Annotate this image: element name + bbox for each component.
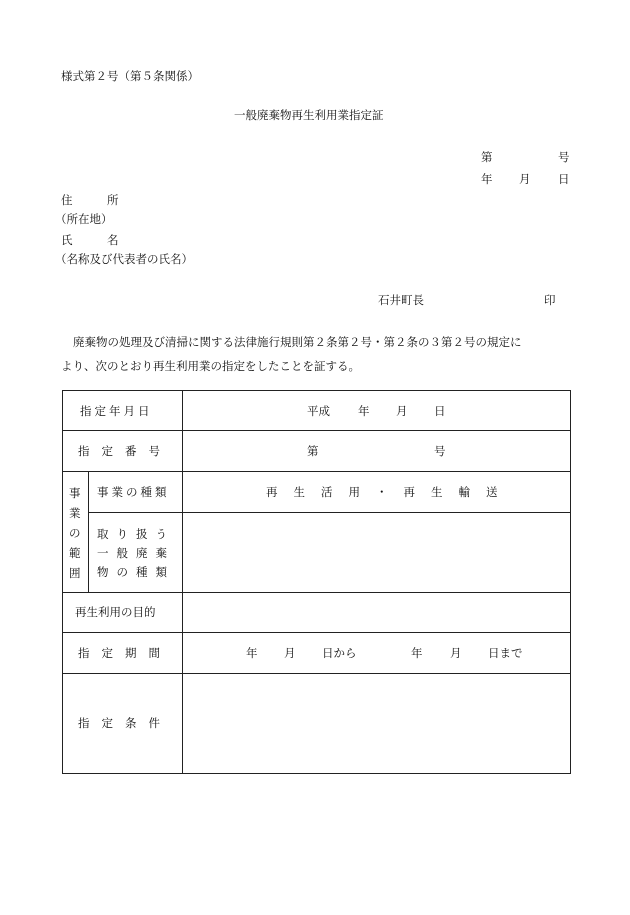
period-to-day: 日まで [488, 646, 523, 660]
designation-date-year: 年 [358, 404, 370, 418]
purpose-label: 再生利用の目的 [75, 605, 156, 619]
scope-label-char-3: の [69, 526, 81, 540]
table-border-top [62, 390, 571, 391]
designation-number-prefix: 第 [307, 444, 319, 458]
period-label: 指定期間 [78, 646, 172, 660]
row-line-1 [62, 430, 571, 431]
certification-line-2: より、次のとおり再生利用業の指定をしたことを証する。 [61, 359, 360, 373]
period-from-day: 日から [322, 646, 357, 660]
row-line-2 [62, 471, 571, 472]
table-border-right [570, 390, 571, 774]
business-type-value: 再生活用・再生輸送 [266, 485, 514, 499]
row-line-5 [62, 632, 571, 633]
designation-number-label: 指定番号 [78, 444, 172, 458]
seal-mark: 印 [544, 293, 556, 307]
designation-date-month: 月 [396, 404, 408, 418]
waste-type-label-line-1: 取り扱う [97, 527, 175, 541]
designation-number-suffix: 号 [434, 444, 446, 458]
certification-text [61, 330, 575, 378]
period-from-month: 月 [284, 646, 296, 660]
name-sub-label: （名称及び代表者の氏名） [55, 252, 193, 266]
waste-type-label-line-3: 物の種類 [97, 565, 175, 579]
scope-label-char-2: 業 [69, 506, 81, 520]
table-border-bottom [62, 773, 571, 774]
designation-date-era: 平成 [307, 404, 330, 418]
document-title: 一般廃棄物再生利用業指定証 [234, 108, 384, 122]
designation-date-label: 指定年月日 [80, 404, 153, 418]
period-from-year: 年 [246, 646, 258, 660]
name-label: 氏 名 [61, 233, 119, 247]
row-line-6 [62, 673, 571, 674]
designation-date-day: 日 [434, 404, 446, 418]
date-year-label: 年 [481, 172, 493, 186]
address-sub-label: （所在地） [55, 212, 113, 226]
scope-label-char-5: 囲 [69, 566, 81, 580]
cert-number-prefix: 第 [481, 150, 493, 164]
row-line-3 [88, 512, 571, 513]
waste-type-label-line-2: 一般廃棄 [97, 546, 175, 560]
period-to-month: 月 [450, 646, 462, 660]
issuer-title: 石井町長 [378, 293, 424, 307]
address-label: 住 所 [61, 193, 119, 207]
period-to-year: 年 [411, 646, 423, 660]
table-column-divider [182, 390, 183, 774]
conditions-label: 指定条件 [78, 716, 172, 730]
form-number: 様式第２号（第５条関係） [61, 69, 199, 83]
table-border-left [62, 390, 63, 774]
scope-label-char-4: 範 [69, 546, 81, 560]
scope-column-divider [88, 471, 89, 592]
scope-label-char-1: 事 [69, 486, 81, 500]
cert-number-suffix: 号 [558, 150, 570, 164]
certification-line-1: 廃棄物の処理及び清掃に関する法律施行規則第２条第２号・第２条の３第２号の規定に [73, 335, 522, 349]
date-day-label: 日 [558, 172, 570, 186]
row-line-4 [62, 592, 571, 593]
business-type-label: 事業の種類 [97, 485, 170, 499]
date-month-label: 月 [519, 172, 531, 186]
